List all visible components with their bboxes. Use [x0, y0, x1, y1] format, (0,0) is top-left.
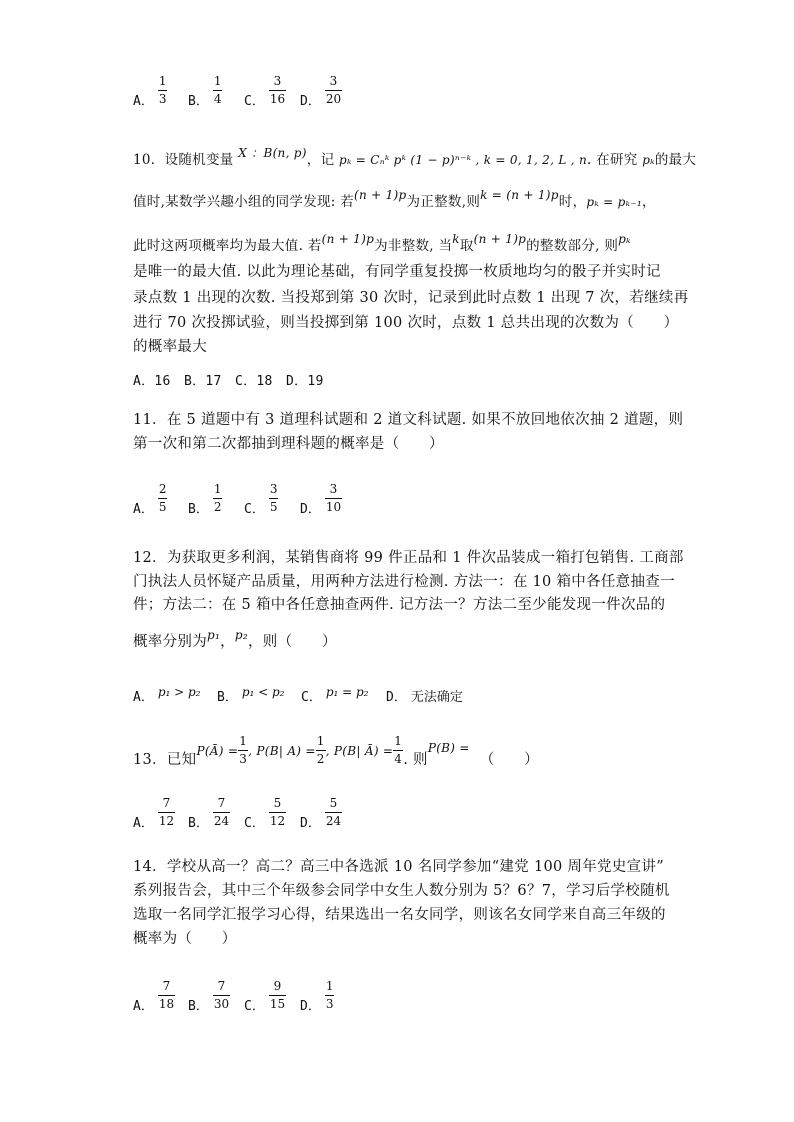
q10-line-7: 的概率最大 — [133, 339, 207, 355]
q12-line-4: 概率分别为$^{p_1}$，$^{p_2}$，则（ ） — [133, 628, 337, 650]
fraction: $\frac{9}{15}$ — [269, 979, 286, 1011]
q10-line-3: 此时这两项概率均为最大值. 若(n + 1)p为非整数, 当k取(n + 1)p的整数部分, 则pₖ — [133, 232, 631, 254]
q9-options — [133, 70, 633, 110]
q10-line-1: 10．设随机变量 X ：B(n, p)，记 pₖ = Cₙᵏ pᵏ (1 − p)ⁿ⁻ᵏ , k = 0, 1, 2, L , n. 在研究 pₖ的最大 — [133, 146, 697, 168]
q12-option-a[interactable]: A． p₁ > p₂ — [133, 685, 201, 705]
q13-option-c[interactable]: C． $\frac{5}{12}$ — [244, 796, 286, 831]
q10-line-5: 录点数 1 出现的次数. 当投郑到第 30 次时，记录到此时点数 1 出现 7 次，若继续再 — [133, 290, 689, 306]
fraction: $\frac{7}{30}$ — [213, 979, 230, 1011]
fraction: $\frac{2}{5}$ — [158, 482, 167, 514]
q9-option-d[interactable]: D． $\frac{3}{20}$ — [300, 74, 342, 109]
q14-line-2: 系列报告会，其中三个年级参会同学中女生人数分别为 5？6？7，学习后学校随机 — [133, 883, 670, 899]
q11-option-d[interactable]: D． $\frac{3}{10}$ — [300, 482, 342, 517]
fraction: $\frac{5}{12}$ — [269, 796, 286, 828]
fraction: $\frac{5}{24}$ — [325, 796, 342, 828]
q9-option-a[interactable]: A． $\frac{1}{3}$ — [133, 74, 167, 109]
q9-option-c[interactable]: C． $\frac{3}{16}$ — [244, 74, 286, 109]
q14-option-c[interactable]: C． $\frac{9}{15}$ — [244, 979, 286, 1014]
q14-option-d[interactable]: D． $\frac{1}{3}$ — [300, 979, 334, 1014]
q11-option-c[interactable]: C． $\frac{3}{5}$ — [244, 482, 278, 517]
q14-option-a[interactable]: A． $\frac{7}{18}$ — [133, 979, 175, 1014]
q14-line-3: 选取一名同学汇报学习心得，结果选出一名女同学，则该名女同学来自高三年级的 — [133, 907, 666, 923]
q12-option-d[interactable]: D． 无法确定 — [386, 690, 463, 705]
q10-line-4: 是唯一的最大值. 以此为理论基础，有同学重复投掷一枚质地均匀的骰子并实时记 — [133, 264, 661, 280]
pb-expression: P(B) = — [427, 741, 470, 755]
q12-option-c[interactable]: C． p₁ = p₂ — [301, 685, 369, 705]
fraction: $\frac{1}{3}$ — [158, 74, 167, 106]
q13-option-b[interactable]: B． $\frac{7}{24}$ — [188, 796, 230, 831]
q13-option-a[interactable]: A． $\frac{7}{12}$ — [133, 796, 175, 831]
fraction: $\frac{7}{24}$ — [213, 796, 230, 828]
fraction: $\frac{1}{3}$ — [325, 979, 334, 1011]
q13-options — [133, 792, 633, 832]
fraction: $\frac{3}{16}$ — [269, 74, 286, 106]
x-distribution: X ：B(n, p) — [238, 146, 307, 160]
q12-option-b[interactable]: B． p₁ < p₂ — [217, 685, 285, 705]
q13-conditions: P(Ā) = $\frac{1}{3}$ , P(B| A) = $\frac{1}{2}$ , P(B| Ā) = $\frac{1}{4}$ — [196, 734, 403, 766]
fraction: $\frac{3}{10}$ — [325, 482, 342, 514]
q11-line-2: 第一次和第二次都抽到理科题的概率是（ ） — [133, 436, 444, 452]
q14-line-1: 14．学校从高一？高二？高三中各选派 10 名同学参加“建党 100 周年党史宣讲” — [133, 859, 664, 875]
fraction: $\frac{3}{20}$ — [325, 74, 342, 106]
fraction: $\frac{1}{2}$ — [213, 482, 222, 514]
fraction: $\frac{7}{12}$ — [158, 796, 175, 828]
q14-options — [133, 975, 633, 1015]
q12-options — [133, 672, 633, 706]
fraction: $\frac{7}{18}$ — [158, 979, 175, 1011]
q11-options — [133, 478, 633, 518]
q10-options[interactable]: A．16 B．17 C．18 D．19 — [133, 374, 324, 389]
q11-option-a[interactable]: A． $\frac{2}{5}$ — [133, 482, 167, 517]
q10-line-2: 值时,某数学兴趣小组的同学发现: 若(n + 1)p为正整数,则k = (n + 1)p时，pₖ = pₖ₋₁， — [133, 188, 656, 210]
fraction: $\frac{1}{4}$ — [213, 74, 222, 106]
pk-formula: pₖ = Cₙᵏ pᵏ (1 − p)ⁿ⁻ᵏ , k = 0, 1, 2, L , n — [338, 153, 587, 167]
fraction: $\frac{3}{5}$ — [269, 482, 278, 514]
q12-line-2: 门执法人员怀疑产品质量，用两种方法进行检测. 方法一：在 10 箱中各任意抽查一 — [133, 574, 675, 590]
q10-line-6: 进行 70 次投掷试验，则当投掷到第 100 次时，点数 1 总共出现的次数为（ ） — [133, 315, 679, 331]
q12-line-1: 12．为获取更多利润，某销售商将 99 件正品和 1 件次品装成一箱打包销售. 工商部 — [133, 550, 684, 566]
q13-line-1: 13．已知 P(Ā) = $\frac{1}{3}$ , P(B| A) = $\frac{1}{2}$ , P(B| Ā) = $\frac{1}{4}$ . 则 P(B) = （ ） — [133, 734, 539, 768]
q11-line-1: 11．在 5 道题中有 3 道理科试题和 2 道文科试题. 如果不放回地依次抽 2 道题，则 — [133, 412, 684, 428]
q14-line-4: 概率为（ ） — [133, 931, 237, 947]
q14-option-b[interactable]: B． $\frac{7}{30}$ — [188, 979, 230, 1014]
q12-line-3: 件；方法二：在 5 箱中各任意抽查两件. 记方法一？方法二至少能发现一件次品的 — [133, 597, 666, 613]
q13-option-d[interactable]: D． $\frac{5}{24}$ — [300, 796, 342, 831]
q11-option-b[interactable]: B． $\frac{1}{2}$ — [188, 482, 222, 517]
q9-option-b[interactable]: B． $\frac{1}{4}$ — [188, 74, 222, 109]
